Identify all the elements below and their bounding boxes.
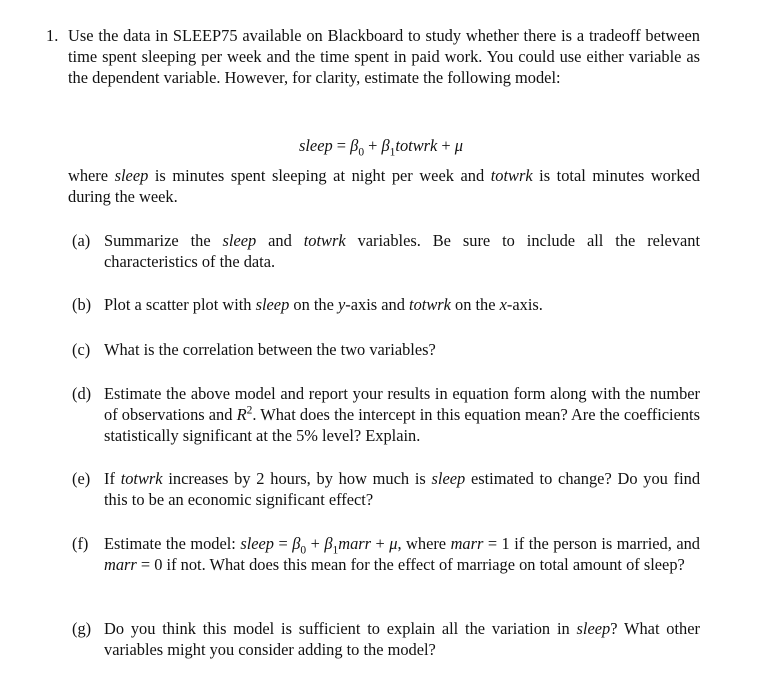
part-d-t2: . What does the intercept in this equation mean? Are the coefficients statistically significant at the 5% level? Explain. — [104, 404, 700, 445]
part-f-b0: β — [292, 534, 301, 553]
eq-error: μ — [454, 136, 463, 155]
part-d-t1: Estimate the above model and report your results in equation form along with the number of observations and — [104, 384, 700, 424]
part-f-mu: μ — [389, 534, 398, 553]
where-text-1: where — [68, 166, 115, 185]
eq-totwrk: totwrk — [395, 136, 438, 155]
part-f-v3: marr — [450, 534, 484, 553]
model-equation — [0, 135, 762, 157]
part-f-v1: sleep — [240, 534, 275, 553]
part-b-v1: sleep — [255, 295, 290, 314]
part-f-t3: = 1 if the person is married, and — [483, 534, 700, 553]
part-a-label: (a) — [72, 231, 91, 250]
part-e-t3: estimated to change? Do you find this to be an economic significant effect? — [104, 469, 701, 509]
part-f-label: (f) — [72, 534, 89, 553]
part-c-label: (c) — [72, 340, 91, 359]
eq-sub1: 1 — [389, 146, 396, 159]
part-e-t1: If — [104, 469, 121, 488]
part-f-b1: β — [324, 534, 333, 553]
part-d-label: (d) — [72, 384, 92, 403]
part-e-v1: totwrk — [120, 469, 163, 488]
part-b-t2: on the — [289, 295, 338, 314]
where-var-totwrk: totwrk — [490, 166, 533, 185]
part-b-t5: -axis. — [506, 295, 543, 314]
part-a-text — [104, 231, 700, 273]
part-e-t2: increases by 2 hours, by how much is — [162, 469, 432, 488]
where-text-3: is total minutes worked during the week. — [68, 166, 700, 206]
part-b-label: (b) — [72, 295, 92, 314]
where-var-sleep: sleep — [114, 166, 149, 185]
part-a-t2: and — [256, 231, 304, 250]
part-f-eq1: = — [274, 534, 293, 553]
part-f-t1: Estimate the model: — [104, 534, 241, 553]
part-g-t2: ? What other variables might you consider adding to the model? — [104, 619, 700, 659]
part-d — [72, 384, 700, 446]
part-f-t4: = 0 if not. What does this mean for the effect of marriage on total amount of sleep? — [136, 554, 685, 574]
part-e-v2: sleep — [431, 469, 466, 488]
variable-definitions — [68, 166, 700, 208]
part-b-t3: -axis and — [345, 295, 410, 314]
part-f-t2: , where — [397, 534, 451, 553]
part-f-p2: + — [371, 534, 390, 553]
part-g-t1: Do you think this model is sufficient to explain all the variation in — [104, 619, 577, 638]
part-b-v3: totwrk — [409, 295, 451, 314]
part-d-sup: 2 — [246, 404, 253, 417]
part-f-s0: 0 — [300, 544, 307, 557]
part-a-t1: Summarize the — [104, 231, 223, 250]
where-text-2: is minutes spent sleeping at night per week and — [148, 166, 491, 185]
part-f-s1: 1 — [332, 544, 339, 557]
part-b-t1: Plot a scatter plot with — [104, 295, 256, 314]
part-c-text: What is the correlation between the two variables? — [104, 340, 436, 359]
part-b-text — [104, 295, 700, 316]
part-b-v2: y — [338, 295, 346, 314]
part-g-text — [104, 619, 700, 661]
part-g-v1: sleep — [576, 619, 611, 638]
part-f-v4: marr — [104, 554, 137, 574]
part-b — [72, 295, 700, 316]
part-f-v2: marr — [338, 534, 372, 553]
part-d-text — [104, 384, 700, 446]
eq-sub0: 0 — [358, 146, 365, 159]
part-b-t4: on the — [450, 295, 500, 314]
eq-plus2: + — [437, 136, 455, 155]
eq-plus1: + — [364, 136, 382, 155]
eq-sleep: sleep — [299, 136, 333, 155]
part-a-v2: totwrk — [303, 231, 346, 250]
part-a-v1: sleep — [222, 231, 257, 250]
part-e — [72, 469, 700, 511]
part-a — [72, 231, 700, 273]
eq-equals: = — [332, 136, 351, 155]
part-e-label: (e) — [72, 469, 91, 488]
part-f-text — [104, 534, 700, 576]
part-f-p1: + — [306, 534, 325, 553]
question-intro: Use the data in SLEEP75 available on Blackboard to study whether there is a tradeoff between time spent sleeping per week and the time spent in paid work. You could use either variable as the dependent variable. However, for clarity, estimate the following model: — [68, 26, 700, 87]
part-g-label: (g) — [72, 619, 92, 638]
part-e-text — [104, 469, 700, 511]
part-c — [72, 340, 700, 361]
eq-beta0: β — [350, 136, 359, 155]
question-number: 1. — [46, 26, 59, 45]
part-b-v4: x — [499, 295, 507, 314]
part-g — [72, 619, 700, 661]
eq-beta1: β — [381, 136, 390, 155]
part-a-t3: variables. Be sure to include all the relevant characteristics of the data. — [104, 231, 700, 271]
part-f — [72, 534, 700, 576]
part-d-r: R — [236, 404, 247, 424]
